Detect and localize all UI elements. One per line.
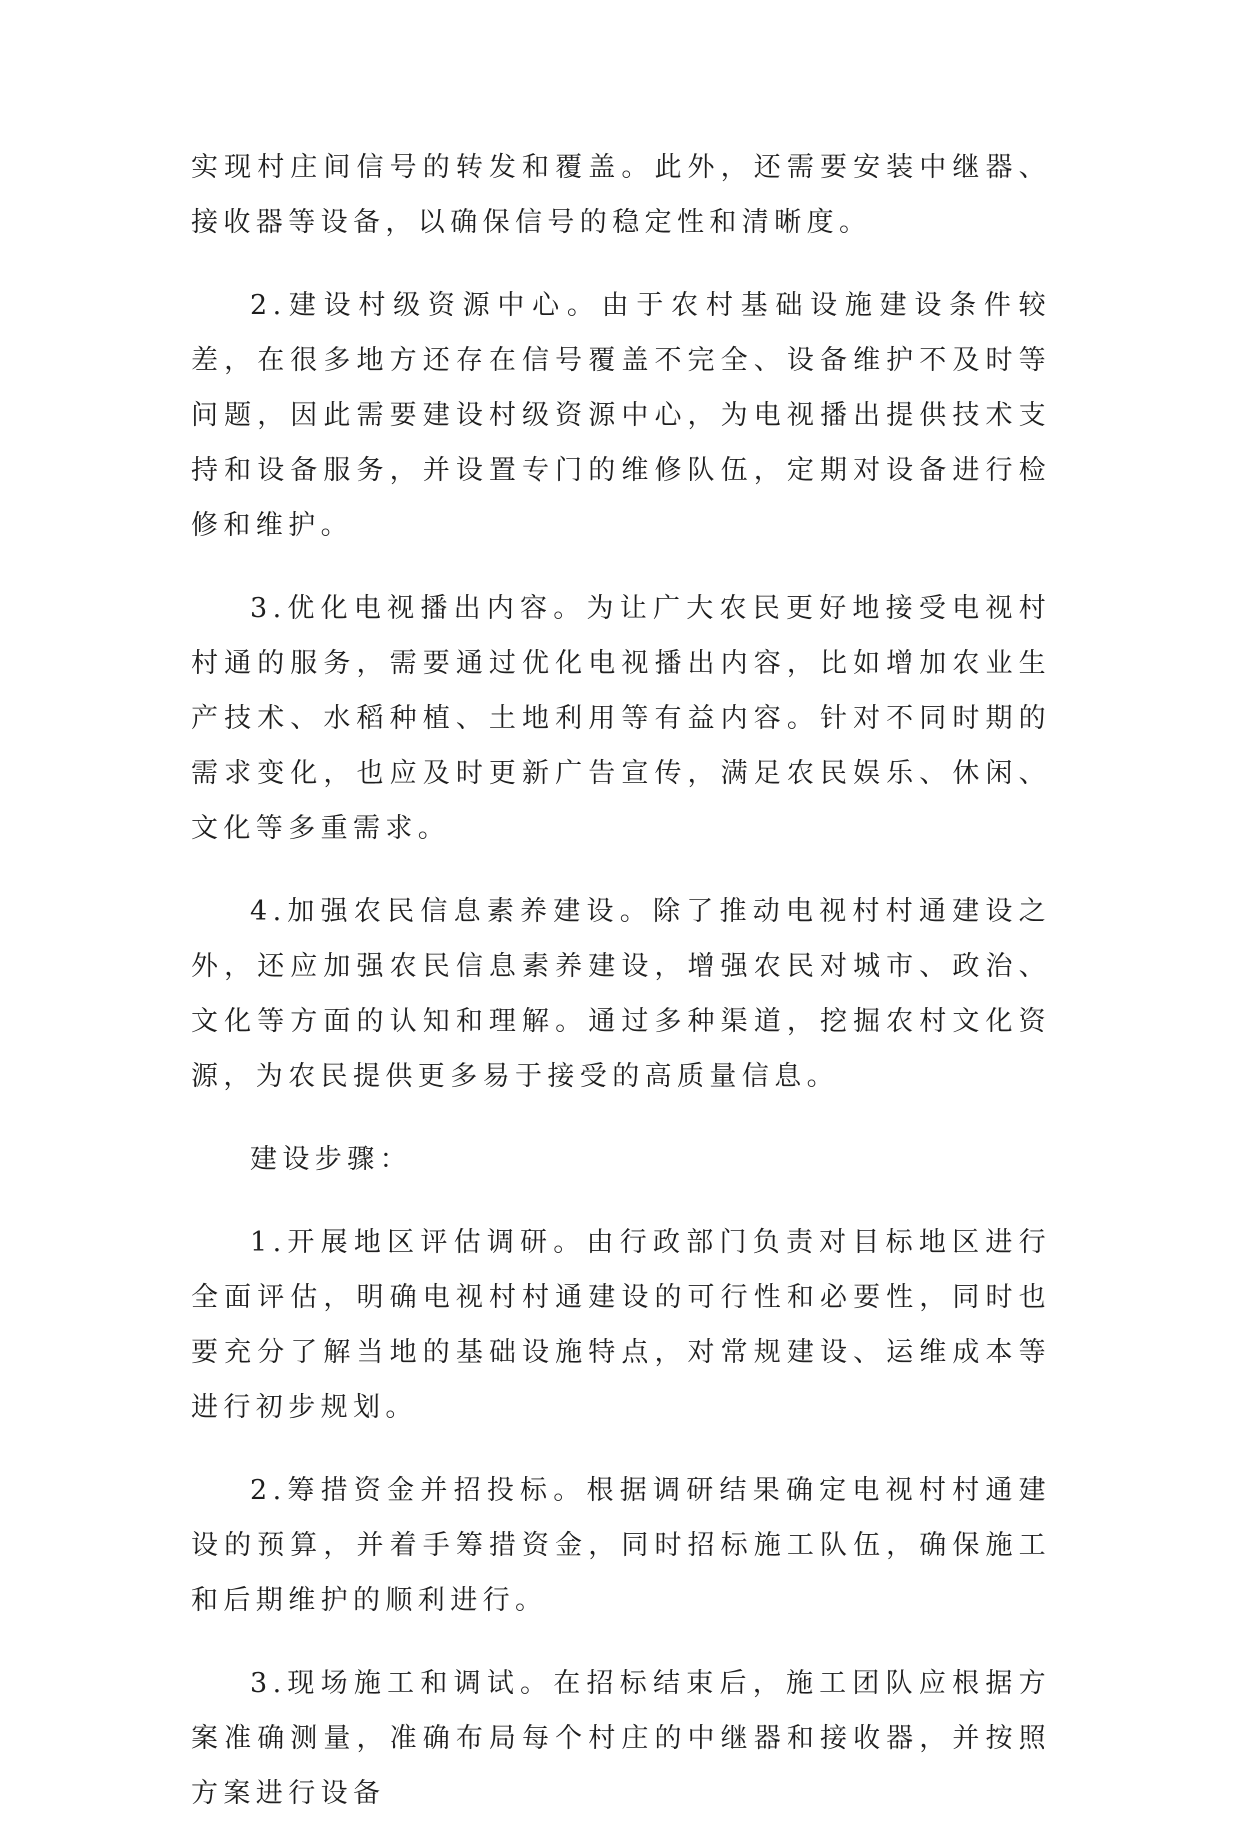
paragraph-item-2-village-resource-center: 2.建设村级资源中心。由于农村基础设施建设条件较差，在很多地方还存在信号覆盖不完全、设备维护不及时等问题，因此需要建设村级资源中心，为电视播出提供技术支持和设备服务，并设置专门的维修队伍，定期对设备进行检修和维护。: [191, 290, 1051, 541]
paragraph-item-3-optimize-content: 3.优化电视播出内容。为让广大农民更好地接受电视村村通的服务，需要通过优化电视播出内容，比如增加农业生产技术、水稻种植、土地利用等有益内容。针对不同时期的需求变化，也应及时更新广告宣传，满足农民娱乐、休闲、文化等多重需求。: [191, 593, 1051, 844]
document-body: [191, 140, 1051, 1821]
paragraph-step-1-assessment: 1.开展地区评估调研。由行政部门负责对目标地区进行全面评估，明确电视村村通建设的可行性和必要性，同时也要充分了解当地的基础设施特点，对常规建设、运维成本等进行初步规划。: [191, 1227, 1051, 1423]
paragraph-step-3-construction: 3.现场施工和调试。在招标结束后，施工团队应根据方案准确测量，准确布局每个村庄的中继器和接收器，并按照方案进行设备: [191, 1668, 1051, 1809]
section-heading-construction-steps: 建设步骤：: [250, 1144, 412, 1175]
paragraph-item-4-information-literacy: 4.加强农民信息素养建设。除了推动电视村村通建设之外，还应加强农民信息素养建设，增强农民对城市、政治、文化等方面的认知和理解。通过多种渠道，挖掘农村文化资源，为农民提供更多易于接受的高质量信息。: [191, 896, 1051, 1092]
paragraph-step-2-funding: 2.筹措资金并招投标。根据调研结果确定电视村村通建设的预算，并着手筹措资金，同时招标施工队伍，确保施工和后期维护的顺利进行。: [191, 1475, 1051, 1616]
paragraph-continuation: 实现村庄间信号的转发和覆盖。此外，还需要安装中继器、接收器等设备，以确保信号的稳定性和清晰度。: [191, 152, 1051, 238]
